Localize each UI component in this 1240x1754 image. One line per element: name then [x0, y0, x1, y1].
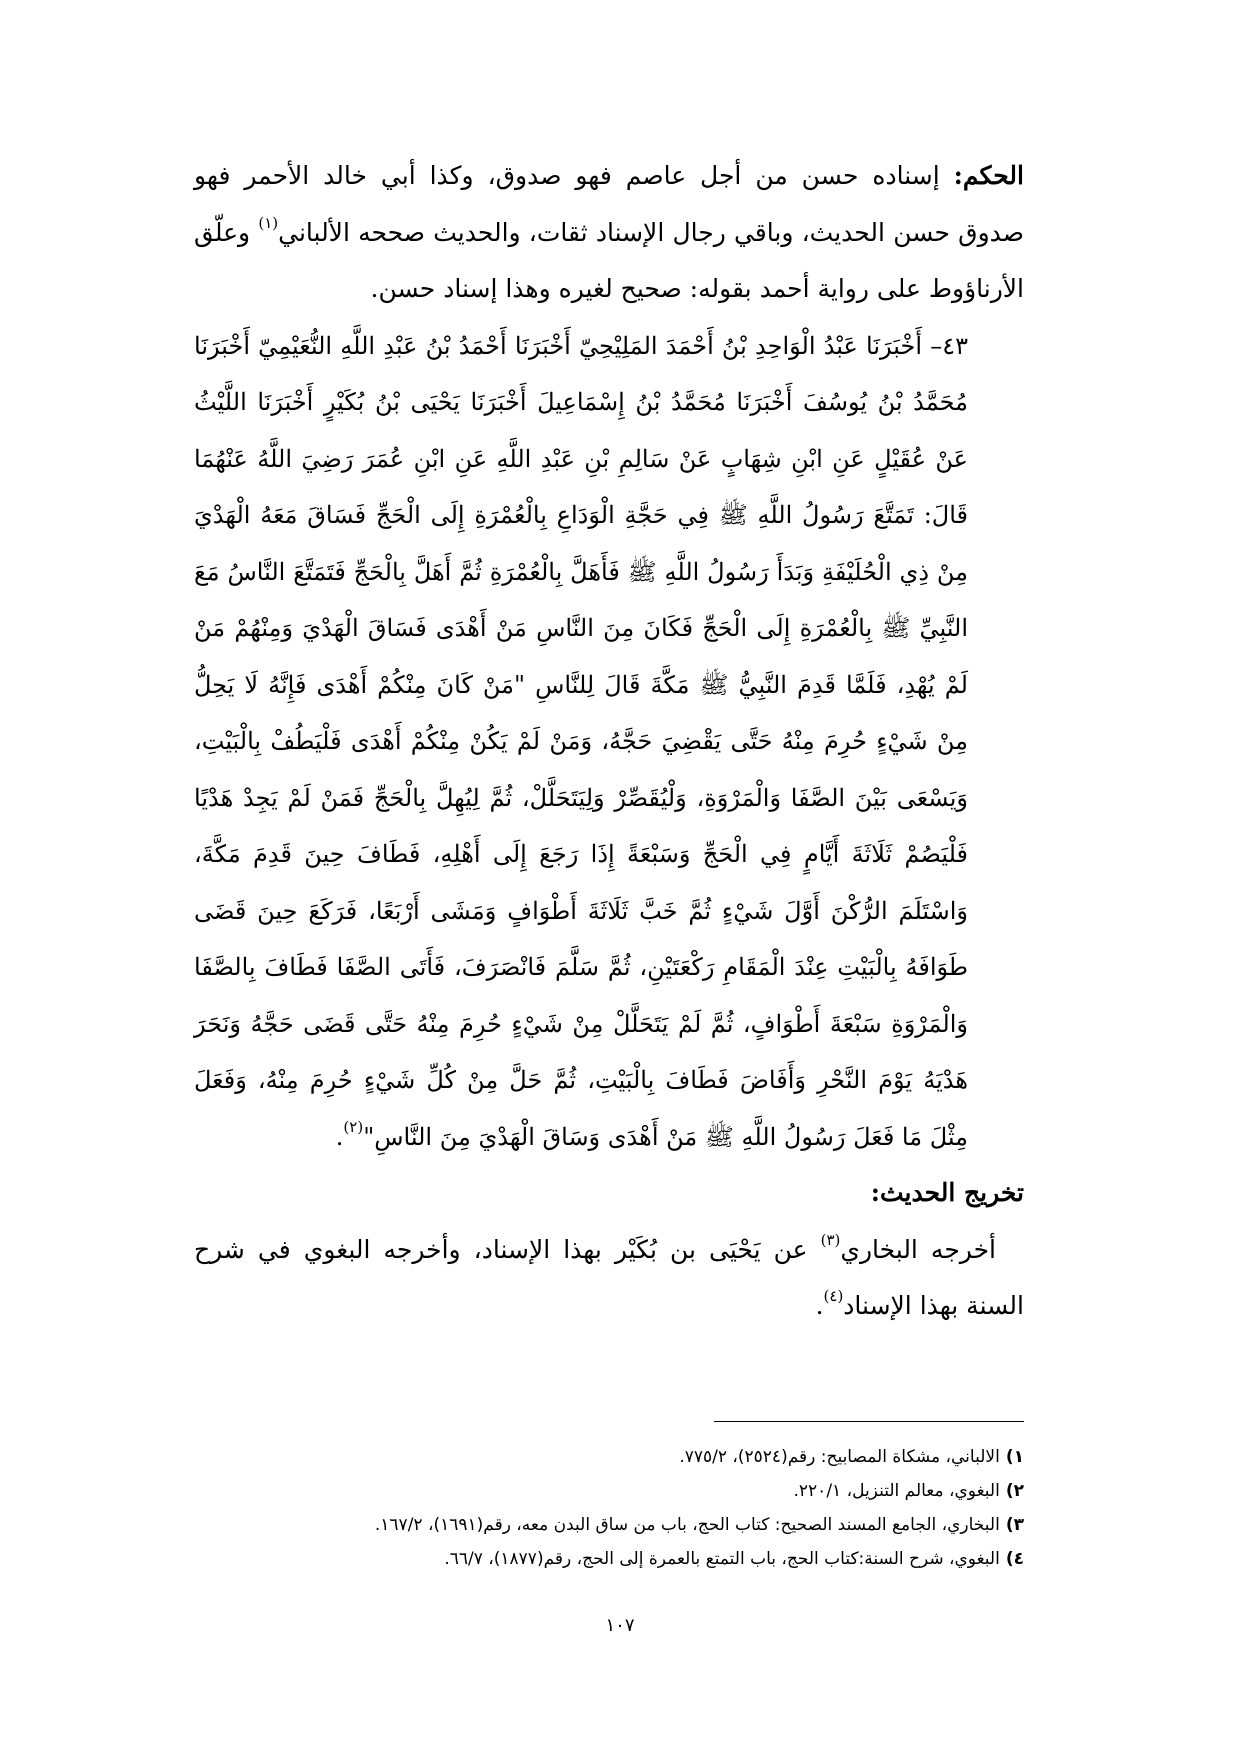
hadith-text-end: .: [335, 1122, 344, 1151]
footnote-number: ١): [1005, 1447, 1024, 1467]
ruling-text-b: وعلّق الأرناؤوط على رواية أحمد بقوله: صحيح لغيره وهذا إسناد حسن.: [194, 217, 1024, 303]
takhrij-text-end: .: [815, 1291, 824, 1320]
footnote-item: [194, 1542, 1024, 1576]
footnote-item: [194, 1440, 1024, 1474]
footnote-ref-2[interactable]: (٢): [343, 1117, 364, 1136]
footnote-number: ٤): [1005, 1549, 1024, 1569]
hadith-number: ٤٣–: [930, 331, 968, 360]
ruling-label: الحكم:: [953, 161, 1024, 190]
footnote-ref-1[interactable]: (١): [258, 213, 279, 232]
footnote-item: [194, 1508, 1024, 1542]
footnote-text: البغوي، شرح السنة:كتاب الحج، باب التمتع بالعمرة إلى الحج، رقم(١٨٧٧)، ٦٦/٧.: [444, 1549, 1000, 1569]
ruling-paragraph: [194, 148, 1024, 318]
footnote-number: ٢): [1005, 1481, 1024, 1501]
footnote-text: البخاري، الجامع المسند الصحيح: كتاب الحج، باب من ساق البدن معه، رقم(١٦٩١)، ١٦٧/٢.: [374, 1515, 1000, 1535]
takhrij-paragraph: [194, 1222, 1024, 1335]
footnotes: [194, 1440, 1024, 1576]
footnote-ref-4[interactable]: (٤): [823, 1287, 844, 1305]
footnote-text: الالباني، مشكاة المصابيح: رقم(٢٥٢٤)، ٧٧٥/٢.: [679, 1447, 1000, 1467]
hadith-paragraph: [194, 318, 1024, 1166]
footnote-ref-3[interactable]: (٣): [820, 1230, 841, 1249]
main-text: [194, 148, 1024, 1335]
hadith-text: أَخْبَرَنَا عَبْدُ الْوَاحِدِ بْنُ أَحْمَدَ المَلِيْحِيّ أَخْبَرَنَا أَحْمَدُ بْنُ عَبْدِ اللَّهِ النُّعَيْمِيّ أَخْبَرَنَا مُحَمَّدُ بْنُ يُوسُفَ أَخْبَرَنَا مُحَمَّدُ بْنُ إِسْمَاعِيلَ أَخْبَرَنَا يَحْيَى بْنُ بُكَيْرٍ أَخْبَرَنَا اللَّيْثُ عَنْ عُقَيْلٍ عَنِ ابْنِ شِهَابٍ عَنْ سَالِمِ بْنِ عَبْدِ اللَّهِ عَنِ ابْنِ عُمَرَ رَضِيَ اللَّهُ عَنْهُمَا قَالَ: تَمَتَّعَ رَسُولُ اللَّهِ ﷺ فِي حَجَّةِ الْوَدَاعِ بِالْعُمْرَةِ إِلَى الْحَجِّ فَسَاقَ مَعَهُ الْهَدْيَ مِنْ ذِي الْحُلَيْفَةِ وَبَدَأَ رَسُولُ اللَّهِ ﷺ فَأَهَلَّ بِالْعُمْرَةِ ثُمَّ أَهَلَّ بِالْحَجِّ فَتَمَتَّعَ النَّاسُ مَعَ النَّبِيِّ ﷺ بِالْعُمْرَةِ إِلَى الْحَجِّ فَكَانَ مِنَ النَّاسِ مَنْ أَهْدَى فَسَاقَ الْهَدْيَ وَمِنْهُمْ مَنْ لَمْ يُهْدِ، فَلَمَّا قَدِمَ النَّبِيُّ ﷺ مَكَّةَ قَالَ لِلنَّاسِ "مَنْ كَانَ مِنْكُمْ أَهْدَى فَإِنَّهُ لَا يَحِلُّ مِنْ شَيْءٍ حُرِمَ مِنْهُ حَتَّى يَقْضِيَ حَجَّهُ، وَمَنْ لَمْ يَكُنْ مِنْكُمْ أَهْدَى فَلْيَطُفْ بِالْبَيْتِ، وَيَسْعَى بَيْنَ الصَّفَا وَالْمَرْوَةِ، وَلْيُقَصِّرْ وَلِيَتَحَلَّلْ، ثُمَّ لِيُهِلَّ بِالْحَجِّ فَمَنْ لَمْ يَجِدْ هَدْيًا فَلْيَصُمْ ثَلَاثَةَ أَيَّامٍ فِي الْحَجِّ وَسَبْعَةً إِذَا رَجَعَ إِلَى أَهْلِهِ، فَطَافَ حِينَ قَدِمَ مَكَّةَ، وَاسْتَلَمَ الرُّكْنَ أَوَّلَ شَيْءٍ ثُمَّ خَبَّ ثَلَاثَةَ أَطْوَافٍ وَمَشَى أَرْبَعًا، فَرَكَعَ حِينَ قَضَى طَوَافَهُ بِالْبَيْتِ عِنْدَ الْمَقَامِ رَكْعَتَيْنِ، ثُمَّ سَلَّمَ فَانْصَرَفَ، فَأَتَى الصَّفَا فَطَافَ بِالصَّفَا وَالْمَرْوَةِ سَبْعَةَ أَطْوَافٍ، ثُمَّ لَمْ يَتَحَلَّلْ مِنْ شَيْءٍ حُرِمَ مِنْهُ حَتَّى قَضَى حَجَّهُ وَنَحَرَ هَدْيَهُ يَوْمَ النَّحْرِ وَأَفَاضَ فَطَافَ بِالْبَيْتِ، ثُمَّ حَلَّ مِنْ كُلِّ شَيْءٍ حُرِمَ مِنْهُ، وَفَعَلَ مِثْلَ مَا فَعَلَ رَسُولُ اللَّهِ ﷺ مَنْ أَهْدَى وَسَاقَ الْهَدْيَ مِنَ النَّاسِ": [194, 331, 969, 1151]
ruling-text-a: إسناده حسن من أجل عاصم فهو صدوق، وكذا أبي خالد الأحمر فهو صدوق حسن الحديث، وباقي رجال الإسناد ثقات، والحديث صححه الألباني: [194, 161, 1025, 247]
takhrij-heading: تخريج الحديث:: [870, 1178, 1024, 1207]
takhrij-text-b: عن يَحْيَى بن بُكَيْر بهذا الإسناد، وأخرجه البغوي في شرح السنة بهذا الإسناد: [194, 1234, 1024, 1320]
footnote-item: [194, 1474, 1024, 1508]
takhrij-text-a: أخرجه البخاري: [840, 1234, 996, 1264]
page-number: ١٠٧: [605, 1615, 635, 1636]
footnote-number: ٣): [1005, 1515, 1024, 1535]
footnote-separator: [714, 1421, 1024, 1422]
footnote-text: البغوي، معالم التنزيل، ٢٢٠/١.: [793, 1481, 1000, 1501]
